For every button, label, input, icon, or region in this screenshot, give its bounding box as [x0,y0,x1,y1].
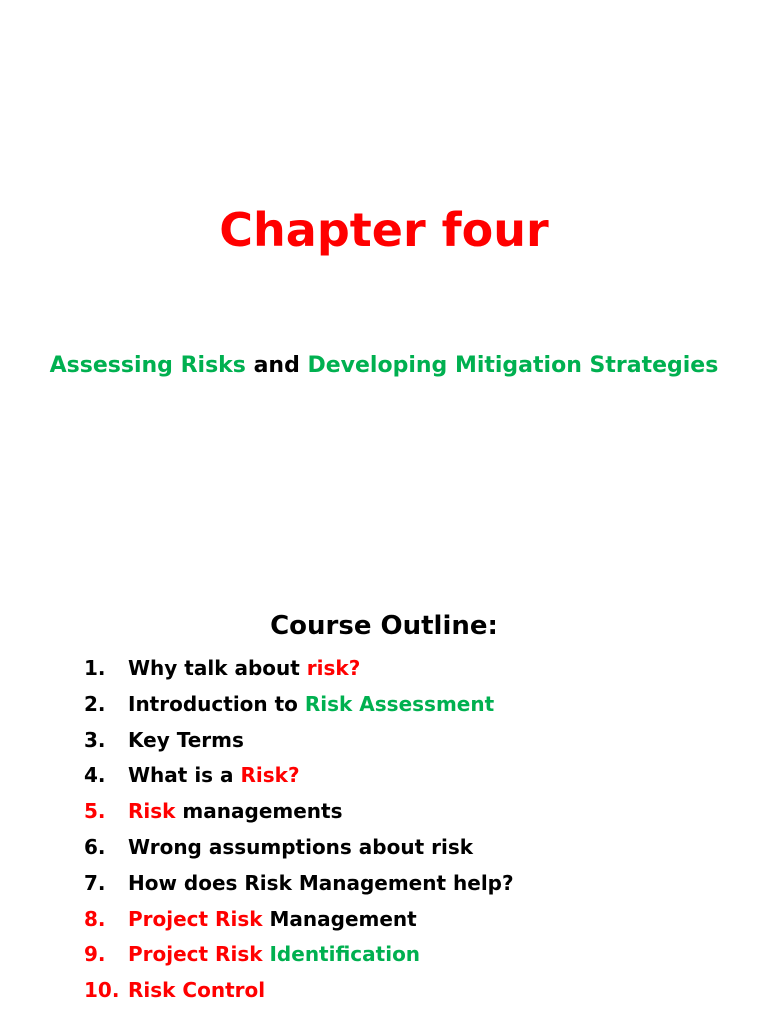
outline-item-number: 4. [84,763,106,788]
outline-item-number: 7. [84,870,106,895]
outline-item-text [128,942,420,966]
outline-item-number: 8. [84,906,106,931]
outline-item-text [128,978,265,1002]
chapter-subtitle [0,350,768,382]
outline-item-text-part: Key Terms [128,727,244,752]
outline-item-text [128,871,514,895]
outline-item-text [128,763,300,787]
outline-item-text [128,907,417,931]
outline-item-text-part: Risk [128,799,176,824]
outline-item-text-part: managements [175,799,343,824]
outline-item-number: 3. [84,727,106,752]
outline-item-text-part: How does Risk Management help? [128,870,514,895]
outline-item-text-part: Identification [262,942,421,967]
outline-item [84,978,514,1014]
outline-item-number: 2. [84,691,106,716]
outline-item-text-part: Why talk about [128,656,307,680]
outline-item-text-part: Risk Control [128,978,266,1003]
course-outline-list [84,656,514,1014]
outline-item [84,728,514,764]
subtitle-part-assessing: Assessing Risks [49,353,246,378]
outline-item-text-part: Project Risk [128,906,263,931]
outline-item [84,835,514,871]
outline-item [84,799,514,835]
subtitle-part-and: and [245,353,308,378]
outline-item-number: 10. [84,978,120,1003]
subtitle-part-developing: Developing Mitigation Strategies [307,353,719,378]
outline-item-text [128,799,343,823]
outline-item-text-part: What is a [128,763,241,788]
course-outline-heading: Course Outline: [270,611,498,641]
outline-item [84,942,514,978]
outline-item [84,763,514,799]
outline-item-text-part: Risk? [240,763,300,788]
outline-item-text-part: Introduction to [128,691,305,716]
outline-item-text [128,656,360,680]
outline-item-text-part: Management [262,906,417,931]
outline-item-text-part: Project Risk [128,942,263,967]
outline-item-number: 6. [84,834,106,859]
outline-item [84,692,514,728]
chapter-title: Chapter four [219,203,549,257]
outline-item-text [128,835,473,859]
outline-item-text-part: Risk Assessment [304,691,495,716]
outline-item [84,907,514,943]
outline-item-text [128,692,494,716]
outline-item [84,871,514,907]
outline-item-number: 5. [84,799,106,824]
outline-item-number: 9. [84,942,106,967]
outline-item-text-part: risk? [306,656,361,680]
outline-item [84,656,514,692]
outline-item-text-part: Wrong assumptions about risk [128,834,474,859]
outline-item-text [128,728,244,752]
outline-item-number: 1. [84,656,106,680]
